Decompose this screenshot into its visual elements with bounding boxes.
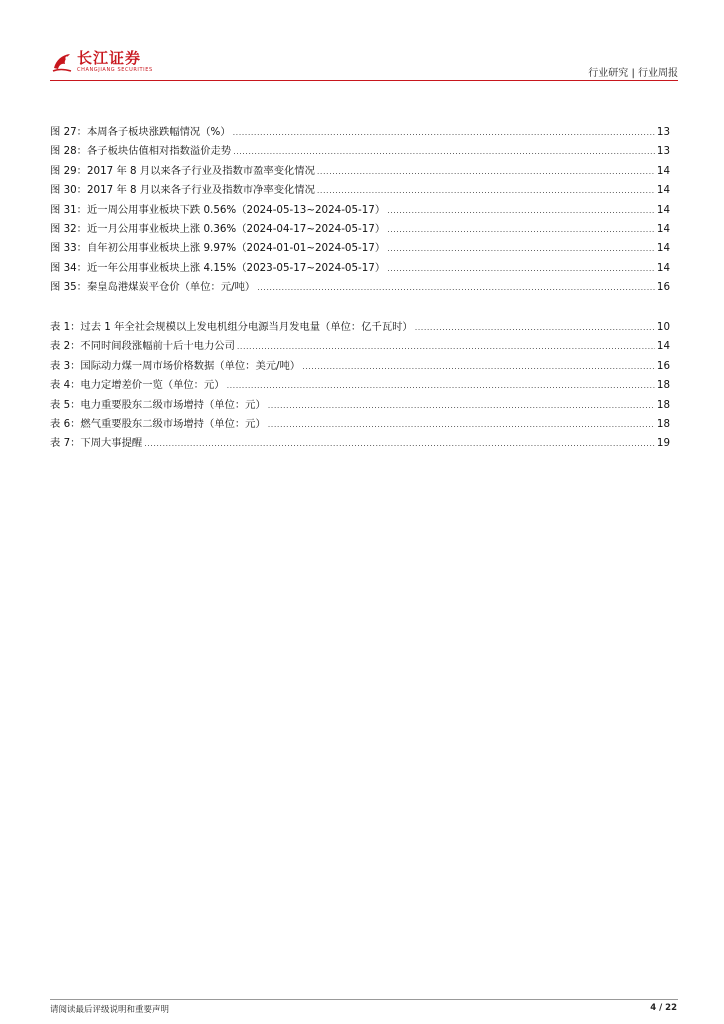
footer-divider [50,999,678,1000]
toc-dot-leader [387,244,655,253]
toc-dot-leader [387,264,655,273]
toc-page-number: 18 [656,379,670,392]
figure-toc-entry[interactable] [50,201,670,220]
toc-page-number: 14 [656,222,670,235]
toc-entry-label: 图 34：近一年公用事业板块上涨 4.15%（2023-05-17~2024-05-17） [50,261,386,274]
toc-entry-label: 图 29：2017 年 8 月以来各子行业及指数市盈率变化情况 [50,164,315,177]
figure-toc-entry[interactable] [50,123,670,142]
page-number: 4 / 22 [650,1003,677,1013]
toc-entry-label: 表 2：不同时间段涨幅前十后十电力公司 [50,340,235,353]
toc-page-number: 14 [656,164,670,177]
toc-dot-leader [227,381,655,390]
footer-disclaimer: 请阅读最后评级说明和重要声明 [50,1005,170,1015]
toc-page-number: 16 [656,281,670,294]
toc-entry-label: 表 6：燃气重要股东二级市场增持（单位：元） [50,417,266,430]
toc-page-number: 10 [656,321,670,333]
toc-entry-label: 表 4：电力定增差价一览（单位：元） [50,379,225,392]
toc-entry-label: 表 5：电力重要股东二级市场增持（单位：元） [50,398,266,411]
table-toc-entry[interactable] [50,357,670,376]
table-toc-entry[interactable] [50,434,670,453]
table-toc-entry[interactable] [50,337,670,356]
toc-page-number: 14 [656,340,670,353]
toc-entry-label: 图 28：各子板块估值相对指数溢价走势 [50,145,232,158]
table-toc-entry[interactable] [50,396,670,415]
report-category: 行业研究 | 行业周报 [588,68,678,79]
toc-dot-leader [302,362,655,371]
toc-page-number: 18 [656,417,670,430]
figure-list [50,123,670,298]
toc-page-number: 18 [656,398,670,411]
figure-toc-entry[interactable] [50,162,670,181]
toc-dot-leader [268,420,655,429]
logo-english-name: CHANGJIANG SECURITIES [77,67,153,73]
toc-entry-label: 图 35：秦皇岛港煤炭平仓价（单位：元/吨） [50,281,256,294]
toc-entry-label: 图 27：本周各子板块涨跌幅情况（%） [50,126,231,138]
toc-page-number: 13 [656,126,670,138]
figure-toc-entry[interactable] [50,220,670,239]
table-toc-entry[interactable] [50,318,670,337]
changjiang-logo-icon [50,50,74,74]
table-toc-entry[interactable] [50,376,670,395]
figure-toc-entry[interactable] [50,181,670,200]
company-logo [50,50,153,80]
toc-dot-leader [144,439,655,448]
table-list [50,318,670,454]
figure-toc-entry[interactable] [50,142,670,161]
toc-entry-label: 表 3：国际动力煤一周市场价格数据（单位：美元/吨） [50,359,301,372]
toc-dot-leader [415,323,655,332]
toc-entry-label: 图 31：近一周公用事业板块下跌 0.56%（2024-05-13~2024-05-17） [50,203,386,216]
toc-page-number: 13 [656,145,670,158]
table-toc-entry[interactable] [50,415,670,434]
toc-dot-leader [237,342,655,351]
toc-dot-leader [268,401,655,410]
figure-toc-entry[interactable] [50,278,670,297]
toc-page-number: 19 [656,437,670,450]
toc-page-number: 14 [656,203,670,216]
logo-chinese-name: 长江证券 [77,49,142,67]
toc-entry-label: 图 30：2017 年 8 月以来各子行业及指数市净率变化情况 [50,184,315,197]
toc-page-number: 14 [656,184,670,197]
toc-dot-leader [233,128,655,137]
toc-entry-label: 表 7：下周大事提醒 [50,437,143,450]
toc-entry-label: 图 33：自年初公用事业板块上涨 9.97%（2024-01-01~2024-05-17） [50,242,386,255]
toc-dot-leader [317,167,655,176]
header-divider [50,80,678,81]
toc-dot-leader [317,186,655,195]
toc-page-number: 14 [656,242,670,255]
toc-dot-leader [387,225,655,234]
toc-dot-leader [387,206,655,215]
toc-dot-leader [257,283,655,292]
toc-page-number: 14 [656,261,670,274]
toc-entry-label: 图 32：近一月公用事业板块上涨 0.36%（2024-04-17~2024-05-17） [50,222,386,235]
toc-page-number: 16 [656,359,670,372]
toc-entry-label: 表 1：过去 1 年全社会规模以上发电机组分电源当月发电量（单位：亿千瓦时） [50,321,413,333]
figure-toc-entry[interactable] [50,239,670,258]
figure-toc-entry[interactable] [50,259,670,278]
toc-dot-leader [233,147,655,156]
page-header [50,46,678,82]
